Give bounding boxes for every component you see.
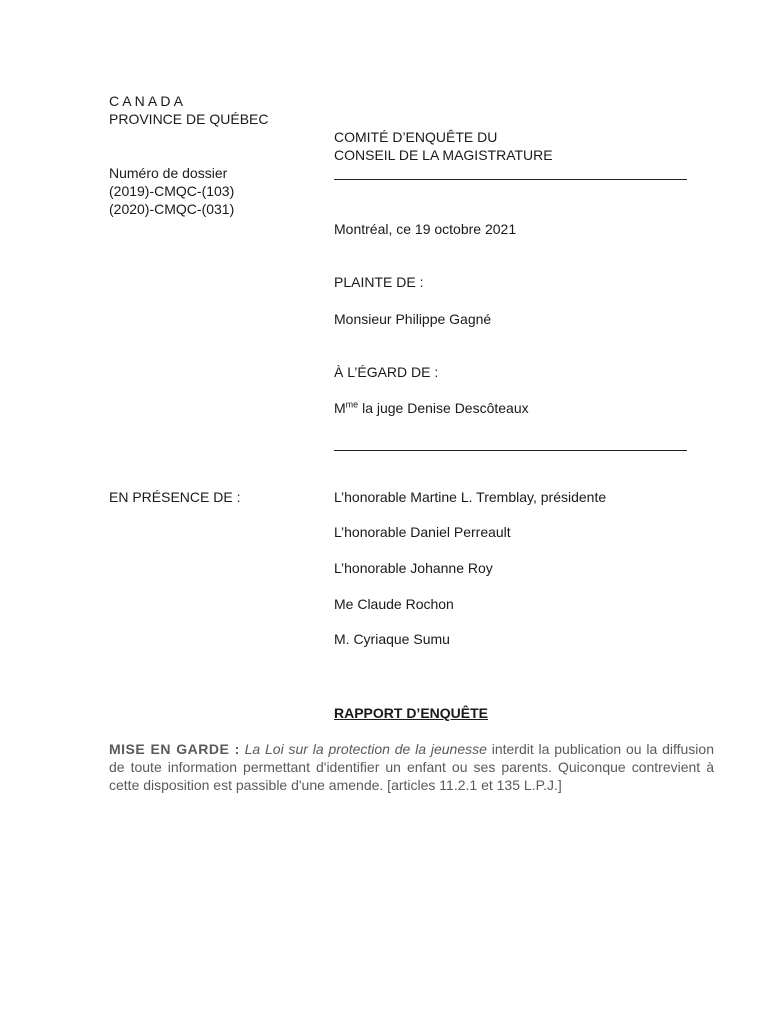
judge-title-prefix: M xyxy=(334,400,346,416)
warning-paragraph xyxy=(109,740,714,794)
warning-label: MISE EN GARDE : xyxy=(109,741,240,757)
document-date: Montréal, ce 19 octobre 2021 xyxy=(334,221,517,237)
member-3: L’honorable Johanne Roy xyxy=(334,560,493,576)
judge-title-superscript: me xyxy=(345,399,359,410)
complainant-name: Monsieur Philippe Gagné xyxy=(334,311,492,327)
presence-label: EN PRÉSENCE DE : xyxy=(109,489,241,505)
divider-bottom xyxy=(334,450,687,451)
committee-line-2: CONSEIL DE LA MAGISTRATURE xyxy=(334,147,553,163)
member-5: M. Cyriaque Sumu xyxy=(334,631,450,647)
warning-law-name: La Loi sur la protection de la jeunesse xyxy=(244,741,487,757)
country-heading: C A N A D A xyxy=(109,93,183,109)
member-4: Me Claude Rochon xyxy=(334,596,454,612)
member-1: L’honorable Martine L. Tremblay, présidente xyxy=(334,489,607,505)
judge-name xyxy=(334,399,529,417)
divider-top xyxy=(334,179,687,180)
province-heading: PROVINCE DE QUÉBEC xyxy=(109,111,269,127)
regarding-label: À L’ÉGARD DE : xyxy=(334,364,439,380)
warning-text: interdit la publication ou la diffusion de toute information permettant d'identifier un enfant ou ses parents. Quiconque contrevient à cette disposition est passible d'une amende. [articles 11.2.1 et 135 L.P.J.] xyxy=(109,741,714,793)
report-title: RAPPORT D’ENQUÊTE xyxy=(333,705,488,721)
file-number-2: (2020)-CMQC-(031) xyxy=(109,201,235,217)
complaint-label: PLAINTE DE : xyxy=(334,274,424,290)
committee-line-1: COMITÉ D’ENQUÊTE DU xyxy=(334,129,498,145)
file-number-label: Numéro de dossier xyxy=(109,165,228,181)
file-number-1: (2019)-CMQC-(103) xyxy=(109,183,235,199)
judge-name-text: la juge Denise Descôteaux xyxy=(358,400,529,416)
member-2: L’honorable Daniel Perreault xyxy=(334,524,511,540)
